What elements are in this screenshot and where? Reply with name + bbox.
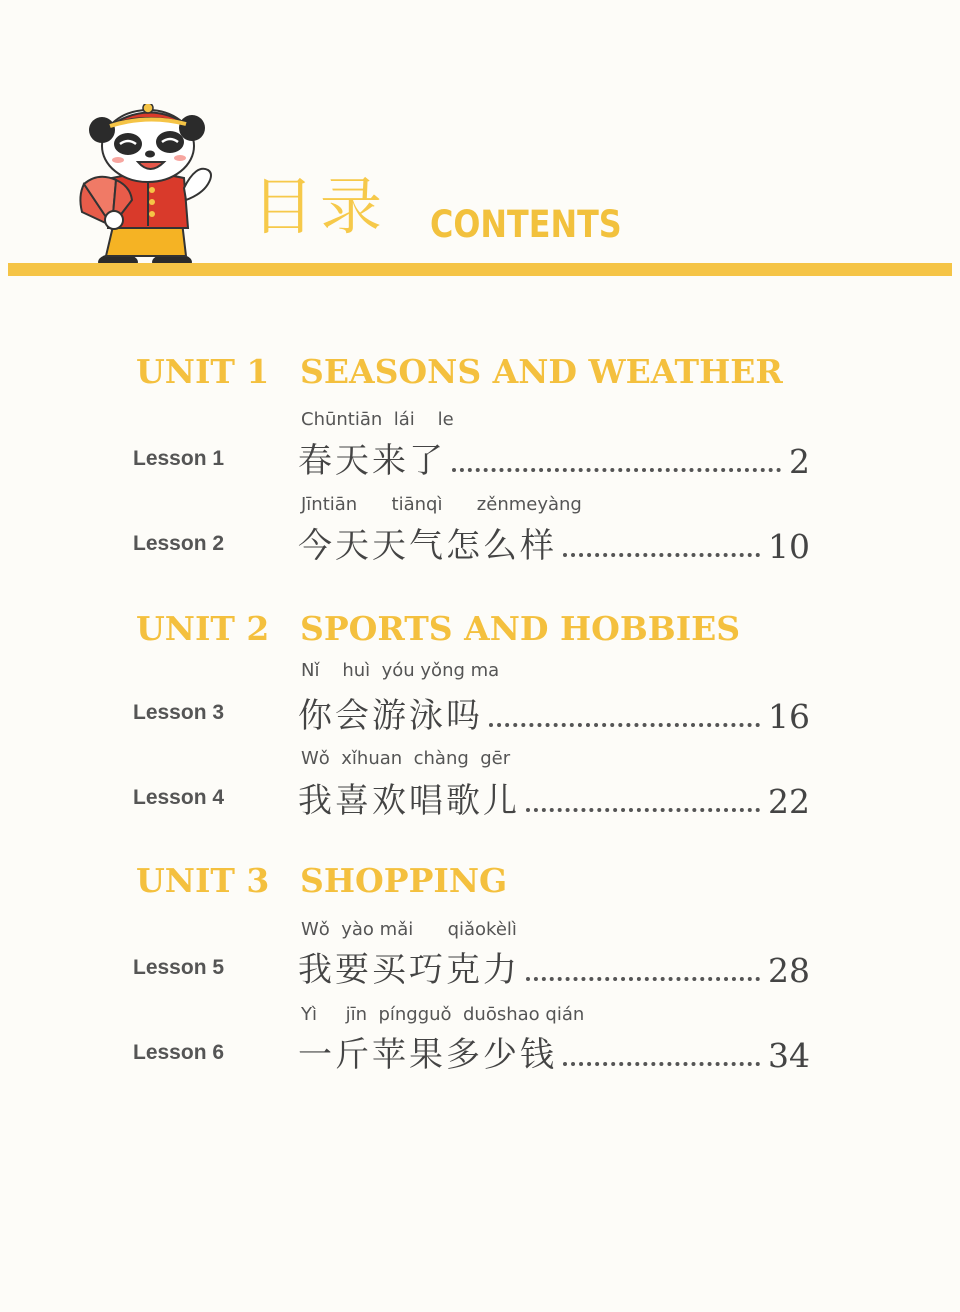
lesson-1-entry[interactable] (298, 434, 810, 481)
lesson-3-label: Lesson 3 (133, 701, 225, 724)
lesson-5-entry[interactable] (298, 943, 810, 990)
lesson-4-label: Lesson 4 (133, 786, 225, 809)
lesson-4-chinese-title: 我喜欢唱歌儿 (298, 781, 520, 821)
lesson-4-pinyin: Wǒ xǐhuan chàng gēr (301, 748, 511, 769)
lesson-1-page-number: 2 (789, 442, 810, 481)
lesson-1-pinyin: Chūntiān lái le (301, 409, 454, 430)
lesson-6-page-number: 34 (768, 1036, 810, 1075)
lesson-5-pinyin: Wǒ yào mǎi qiǎokèlì (301, 919, 517, 940)
dot-leader (526, 808, 760, 812)
lesson-5-chinese-title: 我要买巧克力 (298, 950, 520, 990)
lesson-4-page-number: 22 (768, 782, 810, 821)
lesson-6-label: Lesson 6 (133, 1041, 225, 1064)
lesson-3-page-number: 16 (768, 697, 810, 736)
lesson-2-label: Lesson 2 (133, 532, 225, 555)
lesson-5-label: Lesson 5 (133, 956, 225, 979)
lesson-4-entry[interactable] (298, 774, 810, 821)
dot-leader (452, 468, 781, 472)
panda-mascot-icon (74, 104, 224, 274)
unit-2-label: UNIT 2 (136, 609, 270, 648)
lesson-6-entry[interactable] (298, 1028, 810, 1075)
lesson-5-page-number: 28 (768, 951, 810, 990)
lesson-1-chinese-title: 春天来了 (298, 441, 446, 481)
unit-3-label: UNIT 3 (136, 861, 270, 900)
lesson-3-chinese-title: 你会游泳吗 (298, 696, 483, 736)
lesson-6-pinyin: Yì jīn píngguǒ duōshao qián (301, 1004, 585, 1025)
dot-leader (563, 1062, 760, 1066)
unit-3-title: SHOPPING (300, 861, 508, 900)
lesson-2-pinyin: Jīntiān tiānqì zěnmeyàng (301, 494, 582, 515)
lesson-1-label: Lesson 1 (133, 447, 225, 470)
unit-1-label: UNIT 1 (136, 352, 270, 391)
lesson-3-pinyin: Nǐ huì yóu yǒng ma (301, 660, 500, 681)
contents-title-chinese: 目录 (252, 170, 389, 243)
dot-leader (526, 977, 760, 981)
header-divider (8, 263, 952, 276)
lesson-2-entry[interactable] (298, 519, 810, 566)
contents-title-english: CONTENTS (430, 203, 622, 246)
lesson-2-chinese-title: 今天天气怎么样 (298, 526, 557, 566)
dot-leader (563, 553, 760, 557)
lesson-2-page-number: 10 (768, 527, 810, 566)
lesson-3-entry[interactable] (298, 689, 810, 736)
dot-leader (489, 723, 760, 727)
unit-2-title: SPORTS AND HOBBIES (300, 609, 741, 648)
lesson-6-chinese-title: 一斤苹果多少钱 (298, 1035, 557, 1075)
unit-1-title: SEASONS AND WEATHER (300, 352, 783, 391)
